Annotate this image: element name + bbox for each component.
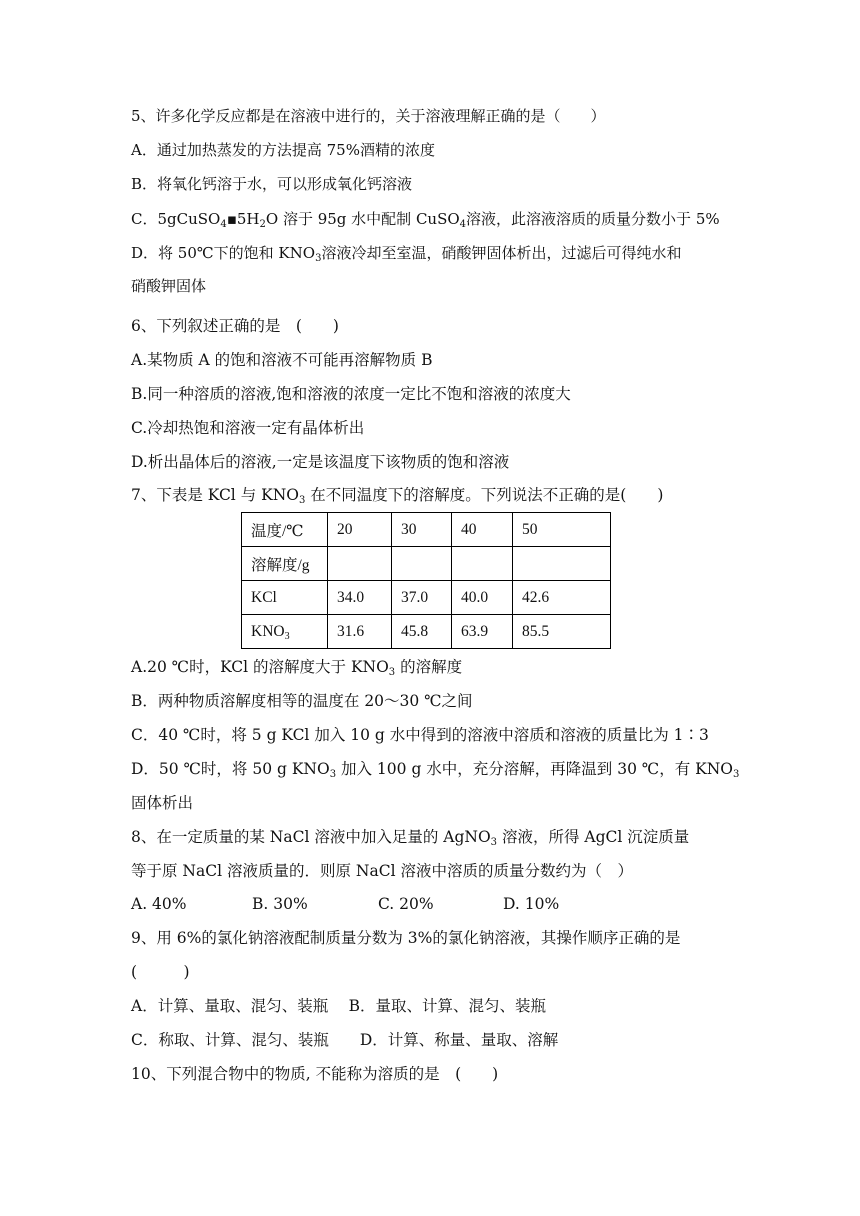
q6-option-a: A.某物质 A 的饱和溶液不可能再溶解物质 B bbox=[131, 351, 433, 369]
q6-stem: 6、下列叙述正确的是 ( ) bbox=[131, 317, 339, 335]
table-cell bbox=[392, 547, 452, 581]
table-cell: $KNO_3$ bbox=[242, 615, 328, 649]
table-cell: 63.9 bbox=[452, 615, 513, 649]
q5-option-c: C．$5gCuSO_4▪5H_2O$ 溶于 95g 水中配制 CuSO$_4$溶液，此溶液溶质的质量分数小于 5% bbox=[131, 210, 720, 230]
q7-option-c: C．40 ℃时，将 5 g KCl 加入 10 g 水中得到的溶液中溶质和溶液的质量比为 1∶3 bbox=[131, 726, 709, 744]
q5-stem: 5、许多化学反应都是在溶液中进行的，关于溶液理解正确的是（ ） bbox=[131, 107, 606, 125]
q7-stem: 7、下表是 KCl 与 $KNO_3$ 在不同温度下的溶解度。下列说法不正确的是( ) bbox=[131, 486, 664, 506]
table-cell: 42.6 bbox=[513, 581, 611, 615]
q10-stem: 10、下列混合物中的物质, 不能称为溶质的是 ( ) bbox=[131, 1065, 499, 1083]
q7-option-d: D．50 ℃时，将 50 g $KNO_3$ 加入 100 g 水中，充分溶解，再降温到 30 ℃，有 $KNO_3$ bbox=[131, 760, 740, 780]
q8-stem-line1: 8、在一定质量的某 NaCl 溶液中加入足量的 AgNO$_3$ 溶液，所得 AgCl 沉淀质量 bbox=[131, 828, 690, 848]
table-cell: 40.0 bbox=[452, 581, 513, 615]
q9-options-cd: C．称取、计算、混匀、装瓶 D．计算、称量、量取、溶解 bbox=[131, 1031, 559, 1049]
table-cell: 37.0 bbox=[392, 581, 452, 615]
table-row bbox=[242, 615, 611, 649]
table-cell: KCl bbox=[242, 581, 328, 615]
table-cell: 20 bbox=[328, 513, 392, 547]
table-cell: 溶解度/g bbox=[242, 547, 328, 581]
q8-option-c: C. 20% bbox=[378, 895, 434, 913]
q6-option-d: D.析出晶体后的溶液,一定是该温度下该物质的饱和溶液 bbox=[131, 453, 510, 471]
q8-stem-line2: 等于原 NaCl 溶液质量的．则原 NaCl 溶液中溶质的质量分数约为（ ） bbox=[131, 862, 633, 880]
q8-option-d: D. 10% bbox=[503, 895, 560, 913]
q5-option-b: B．将氧化钙溶于水，可以形成氧化钙溶液 bbox=[131, 175, 413, 193]
q7-option-a: A.20 ℃时，KCl 的溶解度大于 $KNO_3$ 的溶解度 bbox=[131, 658, 463, 678]
q5-option-d: D．将 50℃下的饱和 $KNO_3$溶液冷却至室温，硝酸钾固体析出，过滤后可得纯水和 bbox=[131, 244, 682, 264]
q9-stem-line2: ( ) bbox=[131, 963, 190, 981]
q9-stem-line1: 9、用 6%的氯化钠溶液配制质量分数为 3%的氯化钠溶液，其操作顺序正确的是 bbox=[131, 929, 681, 947]
table-cell: 40 bbox=[452, 513, 513, 547]
q8-option-b: B. 30% bbox=[252, 895, 308, 913]
table-cell: 85.5 bbox=[513, 615, 611, 649]
table-cell bbox=[513, 547, 611, 581]
table-cell: 50 bbox=[513, 513, 611, 547]
q6-option-c: C.冷却热饱和溶液一定有晶体析出 bbox=[131, 419, 365, 437]
q8-option-a: A. 40% bbox=[131, 895, 187, 913]
table-cell: 温度/℃ bbox=[242, 513, 328, 547]
q5-option-d-continued: 硝酸钾固体 bbox=[131, 277, 207, 295]
table-cell: 34.0 bbox=[328, 581, 392, 615]
q6-option-b: B.同一种溶质的溶液,饱和溶液的浓度一定比不饱和溶液的浓度大 bbox=[131, 385, 571, 403]
table-cell bbox=[328, 547, 392, 581]
table-row bbox=[242, 547, 611, 581]
table-row bbox=[242, 513, 611, 547]
q5-option-a: A．通过加热蒸发的方法提高 75%酒精的浓度 bbox=[131, 141, 435, 159]
table-cell: 30 bbox=[392, 513, 452, 547]
table-cell: 45.8 bbox=[392, 615, 452, 649]
table-cell bbox=[452, 547, 513, 581]
solubility-table bbox=[241, 512, 611, 649]
table-row bbox=[242, 581, 611, 615]
q7-option-b: B．两种物质溶解度相等的温度在 20～30 ℃之间 bbox=[131, 692, 473, 710]
table-cell: 31.6 bbox=[328, 615, 392, 649]
q7-option-d-continued: 固体析出 bbox=[131, 794, 194, 812]
q9-options-ab: A．计算、量取、混匀、装瓶 B．量取、计算、混匀、装瓶 bbox=[131, 997, 547, 1015]
